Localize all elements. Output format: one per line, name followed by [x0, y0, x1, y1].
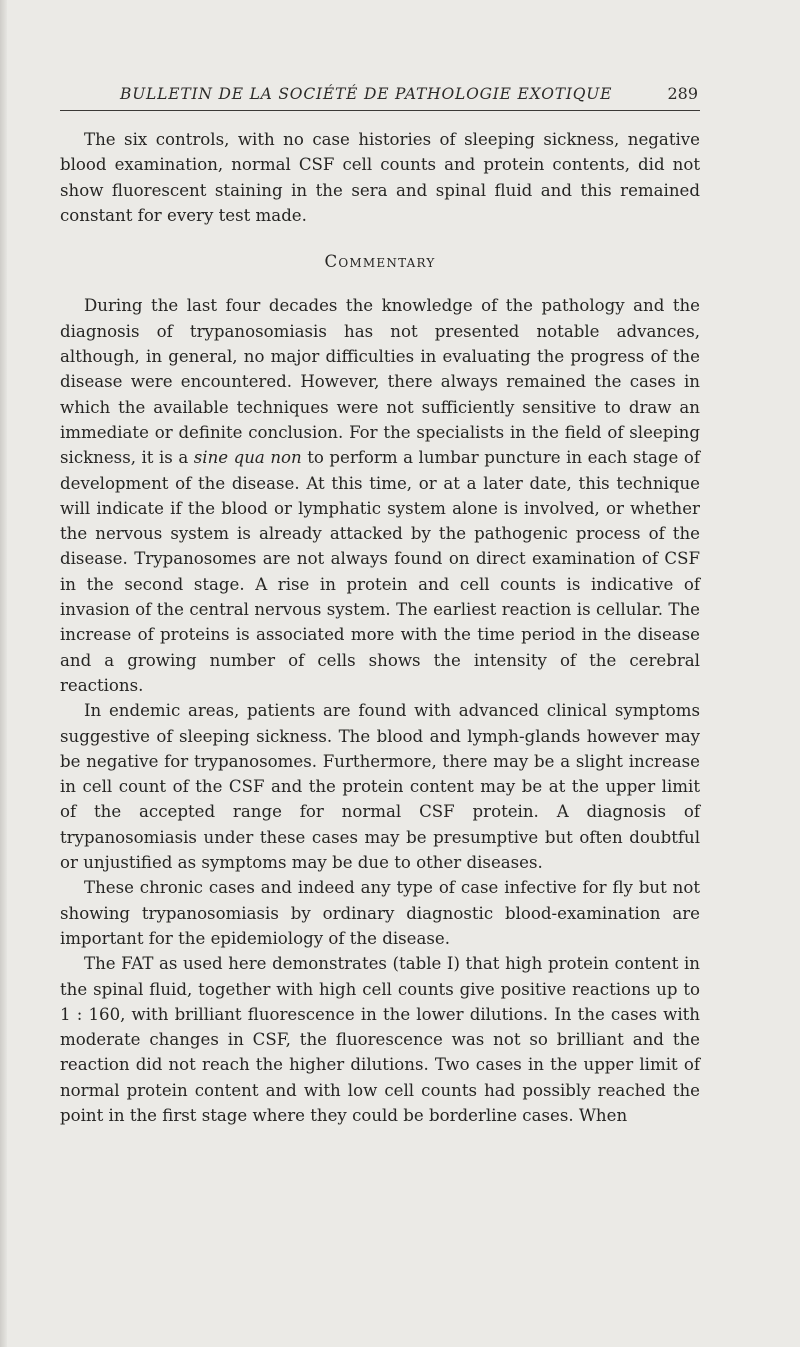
page-header [60, 82, 700, 108]
paragraph-fat-results: The FAT as used here demonstrates (table I) that high protein content in the spinal fluid, together with high cell counts give positive reactions up to 1 : 160, with brilliant fluorescence in the lower dilutions. In the cases with moderate changes in CSF, the fluorescence was not so brilliant and the reaction did not reach the higher dilutions. Two cases in the upper limit of normal protein content and with low cell counts had possibly reached the point in the first stage where they could be borderline cases. When [60, 954, 700, 1125]
header-rule [60, 110, 700, 111]
paragraph-chronic-cases: These chronic cases and indeed any type of case infective for fly but not showing trypanosomiasis by ordinary diagnostic blood-examination are important for the epidemiology of the disease. [60, 878, 700, 948]
paragraph-text: to perform a lumbar puncture in each stage of development of the disease. At this time, or at a later date, this technique will indicate if the blood or lymphatic system alone is involved, or whether the nervous system is already attacked by the pathogenic process of the disease. Trypanosomes are not always found on direct examination of CSF in the second stage. A rise in protein and cell counts is indicative of invasion of the central nervous system. The earliest reaction is cellular. The increase of proteins is associated more with the time period in the disease and a growing number of cells shows the intensity of the cerebral reactions. [60, 448, 701, 695]
body-text [60, 127, 700, 1128]
paragraph-endemic-areas: In endemic areas, patients are found with advanced clinical symptoms suggestive of sleeping sickness. The blood and lymph-glands however may be negative for trypanosomes. Furthermore, there may be a slight increase in cell count of the CSF and the protein content may be at the upper limit of the accepted range for normal CSF protein. A diagnosis of trypanosomiasis under these cases may be presumptive but often doubtful or unjustified as symptoms may be due to other diseases. [60, 701, 700, 873]
paragraph-controls: The six controls, with no case histories of sleeping sickness, negative blood examination, normal CSF cell counts and protein contents, did not show fluorescent staining in the sera and spinal fluid and this remained constant for every test made. [60, 130, 700, 225]
page-number: 289 [667, 84, 698, 103]
section-heading-commentary: Commentary [324, 252, 436, 272]
italic-phrase: sine qua non [193, 448, 302, 468]
paragraph-pathology-diagnosis [60, 293, 700, 698]
paragraph-text: During the last four decades the knowledge of the pathology and the diagnosis of trypanosomiasis has not presented notable advances, although, in general, no major difficulties in evaluating the progress of the disease were encountered. However, there always remained the cases in which the available techniques were not sufficiently sensitive to draw an immediate or definite conclusion. For the specialists in the field of sleeping sickness, it is a [60, 296, 700, 468]
page-edge-shadow [0, 0, 7, 1347]
running-head: BULLETIN DE LA SOCIÉTÉ DE PATHOLOGIE EXOTIQUE [120, 85, 613, 103]
